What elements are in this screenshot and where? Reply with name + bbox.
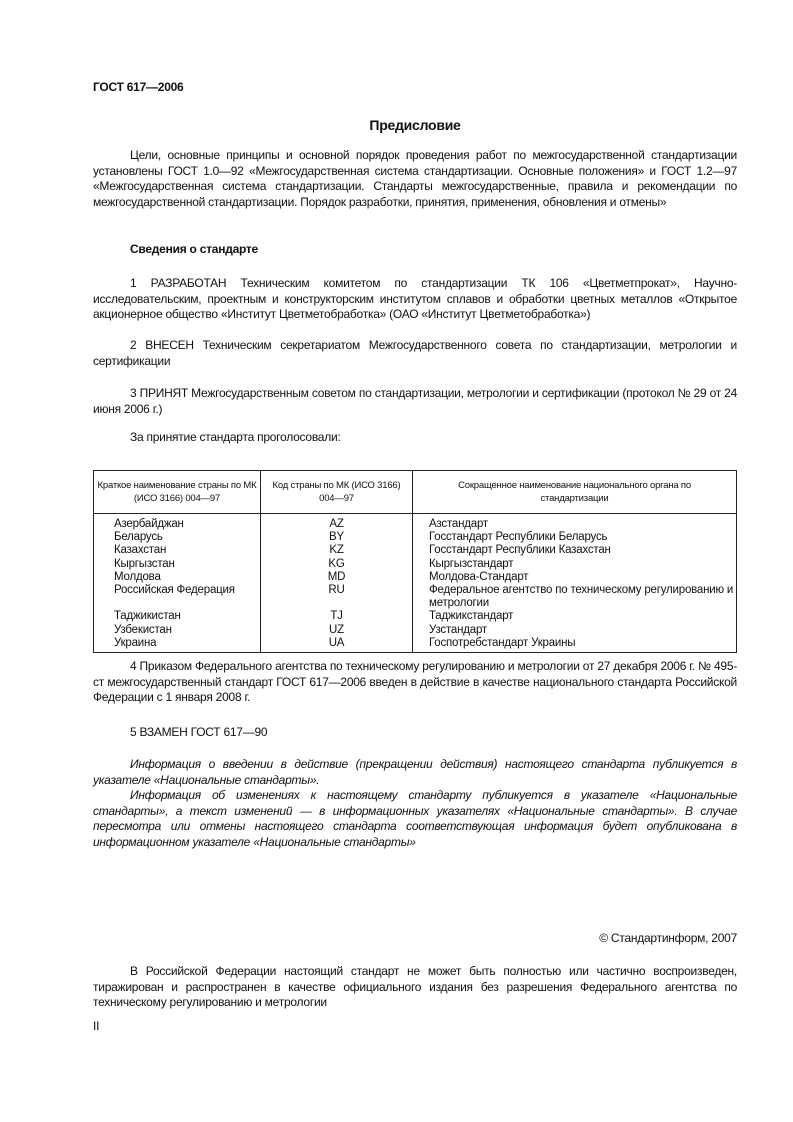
table-row (94, 610, 737, 623)
standards-body: Госстандарт Республики Беларусь (413, 531, 737, 544)
voting-table (93, 470, 737, 653)
country-code: BY (261, 531, 413, 544)
country-name: Узбекистан (94, 624, 261, 637)
standards-body: Федеральное агентство по техническому регулированию и метрологии (413, 584, 737, 610)
table-row (94, 544, 737, 557)
page-number: II (93, 1019, 100, 1033)
country-code: UZ (261, 624, 413, 637)
header-code: Код страны по МК (ИСО 3166) 004—97 (261, 471, 413, 514)
country-code: RU (261, 584, 413, 610)
country-name: Таджикистан (94, 610, 261, 623)
table-row (94, 514, 737, 532)
item-2: 2 ВНЕСЕН Техническим секретариатом Межгосударственного совета по стандартизации, метрологии и сертификации (93, 338, 737, 368)
standards-body: Узстандарт (413, 624, 737, 637)
info-paragraph-1: Информация о введении в действие (прекращении действия) настоящего стандарта публикуется в указателе «Национальные стандарты». (93, 757, 737, 787)
item-5: 5 ВЗАМЕН ГОСТ 617—90 (130, 725, 268, 739)
table-row (94, 571, 737, 584)
table-row (94, 531, 737, 544)
standards-body: Таджикстандарт (413, 610, 737, 623)
item-1: 1 РАЗРАБОТАН Техническим комитетом по стандартизации ТК 106 «Цветметпрокат», Научно-исследовательским, проектным и конструкторским институтом сплавов и обработки цветных металлов «Открытое акционерное общество «Институт Цветметобработка» (ОАО «Институт Цветметобработка») (93, 276, 737, 322)
table-row (94, 584, 737, 610)
country-name: Молдова (94, 571, 261, 584)
country-code: TJ (261, 610, 413, 623)
section-heading: Сведения о стандарте (130, 242, 258, 256)
country-name: Беларусь (94, 531, 261, 544)
intro-paragraph: Цели, основные принципы и основной порядок проведения работ по межгосударственной стандартизации установлены ГОСТ 1.0—92 «Межгосударственная система стандартизации. Основные положения» и ГОСТ 1.2—97 «Межгосударственная система стандартизации. Стандарты межгосударственные, правила и рекомендации по межгосударственной стандартизации. Порядок разработки, принятия, применения, обновления и отмены» (93, 148, 737, 209)
country-name: Украина (94, 637, 261, 653)
table-row (94, 624, 737, 637)
country-code: MD (261, 571, 413, 584)
country-name: Азербайджан (94, 514, 261, 532)
table-header-row (94, 471, 737, 514)
country-code: UA (261, 637, 413, 653)
country-code: KG (261, 558, 413, 571)
copyright: © Стандартинформ, 2007 (599, 931, 737, 945)
country-name: Российская Федерация (94, 584, 261, 610)
country-name: Кыргызстан (94, 558, 261, 571)
country-name: Казахстан (94, 544, 261, 557)
standards-body: Азстандарт (413, 514, 737, 532)
document-header: ГОСТ 617—2006 (93, 80, 184, 94)
standards-body: Госпотребстандарт Украины (413, 637, 737, 653)
item-3: 3 ПРИНЯТ Межгосударственным советом по стандартизации, метрологии и сертификации (протокол № 29 от 24 июня 2006 г.) (93, 386, 737, 416)
table-row (94, 558, 737, 571)
country-code: KZ (261, 544, 413, 557)
header-organ: Сокращенное наименование национального органа по стандартизации (413, 471, 737, 514)
vote-intro: За принятие стандарта проголосовали: (130, 430, 341, 444)
standards-body: Кыргызстандарт (413, 558, 737, 571)
item-4: 4 Приказом Федерального агентства по техническому регулированию и метрологии от 27 декабря 2006 г. № 495-ст межгосударственный стандарт ГОСТ 617—2006 введен в действие в качестве национального стандарта Российской Федерации с 1 января 2008 г. (93, 659, 737, 705)
header-country: Краткое наименование страны по МК (ИСО 3166) 004—97 (94, 471, 261, 514)
page-title: Предисловие (369, 117, 461, 133)
standards-body: Госстандарт Республики Казахстан (413, 544, 737, 557)
country-code: AZ (261, 514, 413, 532)
standards-body: Молдова-Стандарт (413, 571, 737, 584)
legal-notice: В Российской Федерации настоящий стандарт не может быть полностью или частично воспроизведен, тиражирован и распространен в качестве официального издания без разрешения Федерального агентства по техническому регулированию и метрологии (93, 964, 737, 1010)
table-row (94, 637, 737, 653)
info-paragraph-2: Информация об изменениях к настоящему стандарту публикуется в указателе «Национальные стандарты», а текст изменений — в информационных указателях «Национальные стандарты». В случае пересмотра или отмены настоящего стандарта соответствующая информация будет опубликована в информационном указателе «Национальные стандарты» (93, 788, 737, 849)
